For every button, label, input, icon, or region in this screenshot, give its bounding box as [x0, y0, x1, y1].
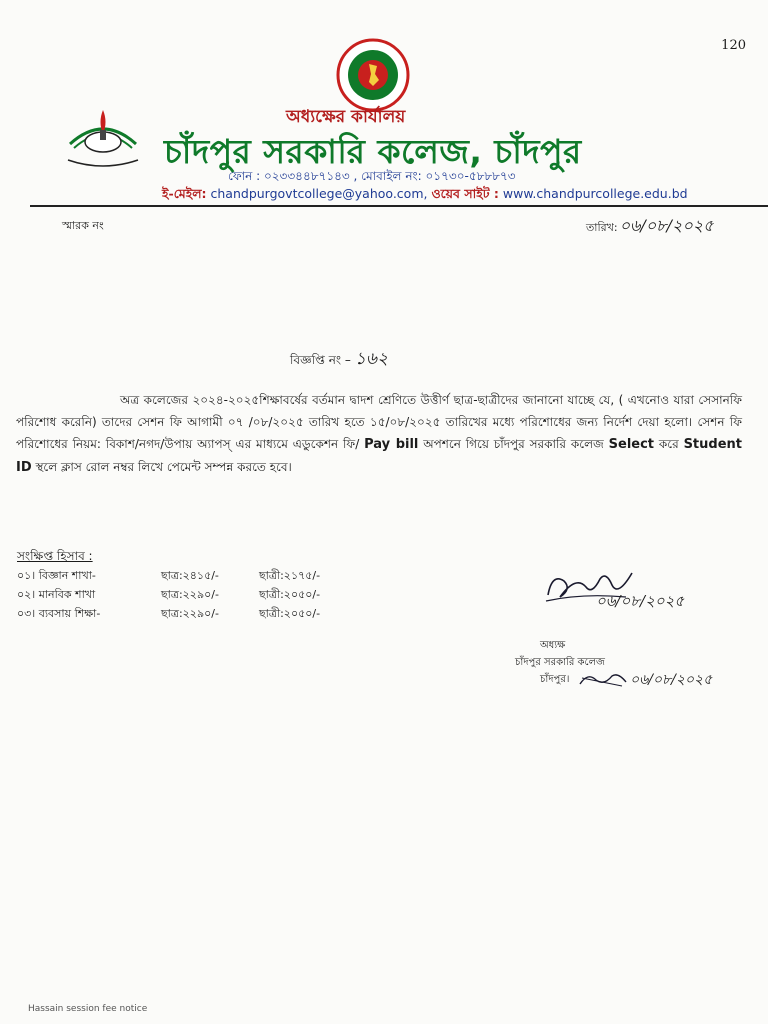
row-label: ০৩। ব্যবসায় শিক্ষা- — [17, 607, 101, 620]
notice-number-value: ১৬২ — [354, 349, 388, 369]
college-name: চাঁদপুর সরকারি কলেজ, চাঁদপুর — [164, 132, 582, 171]
email-address: chandpurgovtcollege@yahoo.com, — [210, 186, 428, 201]
website-label: ওয়েব সাইট : — [431, 186, 499, 201]
body-paybill: Pay bill — [364, 437, 419, 452]
table-row — [17, 567, 320, 586]
body-select: Select — [608, 437, 655, 452]
body-part-2: অপশনে গিয়ে চাঁদপুর সরকারি কলেজ — [423, 437, 604, 451]
row-label: ০১। বিজ্ঞান শাখা- — [17, 569, 96, 582]
initial-signature — [578, 670, 628, 690]
page-number: 120 — [721, 38, 746, 53]
table-row — [17, 586, 320, 605]
fee-summary-table — [17, 567, 320, 624]
date-value: ০৬/০৮/২০২৫ — [619, 216, 714, 235]
body-part-1: অত্র কলেজের ২০২৪-২০২৫শিক্ষাবর্ষের বর্তমান দ্বাদশ শ্রেণিতে উত্তীর্ণ ছাত্র-ছাত্রীদের জানানো যাচ্ছে যে, ( এখনোও যারা সেসানফি পরিশোধ করেনি) তাদের সেশন ফি আগামী ০৭ /০৮/২০২৫ তারিখ হতে ১৫/০৮/২০২৫ তারিখের মধ্যে পরিশোধের জন্য নির্দেশ দেয়া হলো। সেশন ফি পরিশোধের নিয়ম: বিকাশ/নগদ/উপায় অ্যাপস্ এর মাধ্যমে এডুকেশন ফি/ — [16, 393, 742, 451]
row-female-fee: ছাত্রী:২০৫০/- — [259, 588, 321, 601]
date-label: তারিখ: — [586, 221, 618, 234]
body-part-4: স্থলে ক্লাস রোল নম্বর লিখে পেমেন্ট সম্পন্ন করতে হবে। — [35, 460, 292, 474]
footer-note: Hassain session fee notice — [28, 1004, 148, 1014]
notice-label: বিজ্ঞপ্তি নং – — [290, 353, 351, 367]
contact-line: ফোন : ০২৩৩৪৪৮৭১৪৩ , মোবাইল নং: ০১৭৩০-৫৮৮৮৭৩ — [228, 169, 516, 183]
signature-date: ০৬/০৮/২০২৫ — [596, 592, 685, 610]
principal-title: অধ্যক্ষ — [540, 640, 566, 651]
date-block — [586, 213, 714, 240]
principal-college: চাঁদপুর সরকারি কলেজ — [515, 657, 605, 668]
body-part-3: করে — [658, 437, 679, 451]
row-female-fee: ছাত্রী:২১৭৫/- — [259, 569, 321, 582]
email-website-line — [162, 186, 688, 206]
memo-number-label: স্মারক নং — [62, 219, 104, 232]
summary-title: সংক্ষিপ্ত হিসাব : — [17, 549, 93, 563]
office-title: অধ্যক্ষের কার্যালয় — [286, 107, 406, 127]
principal-city: চাঁদপুর। — [540, 674, 570, 685]
college-logo-icon — [60, 104, 146, 174]
row-male-fee: ছাত্র:২২৯০/- — [161, 607, 219, 620]
initial-signature-date: ০৬/০৮/২০২৫ — [630, 672, 713, 688]
row-male-fee: ছাত্র:২২৯০/- — [161, 588, 219, 601]
notice-body — [16, 389, 742, 479]
government-seal-icon — [333, 38, 413, 112]
header-divider — [30, 205, 768, 207]
notice-number — [290, 346, 388, 374]
website-address: www.chandpurcollege.edu.bd — [502, 186, 688, 201]
row-label: ০২। মানবিক শাখা — [17, 588, 96, 601]
row-female-fee: ছাত্রী:২০৫০/- — [259, 607, 321, 620]
table-row — [17, 605, 320, 624]
email-label: ই-মেইল: — [162, 186, 207, 201]
body-student-id: Student ID — [16, 437, 742, 475]
row-male-fee: ছাত্র:২৪১৫/- — [161, 569, 219, 582]
